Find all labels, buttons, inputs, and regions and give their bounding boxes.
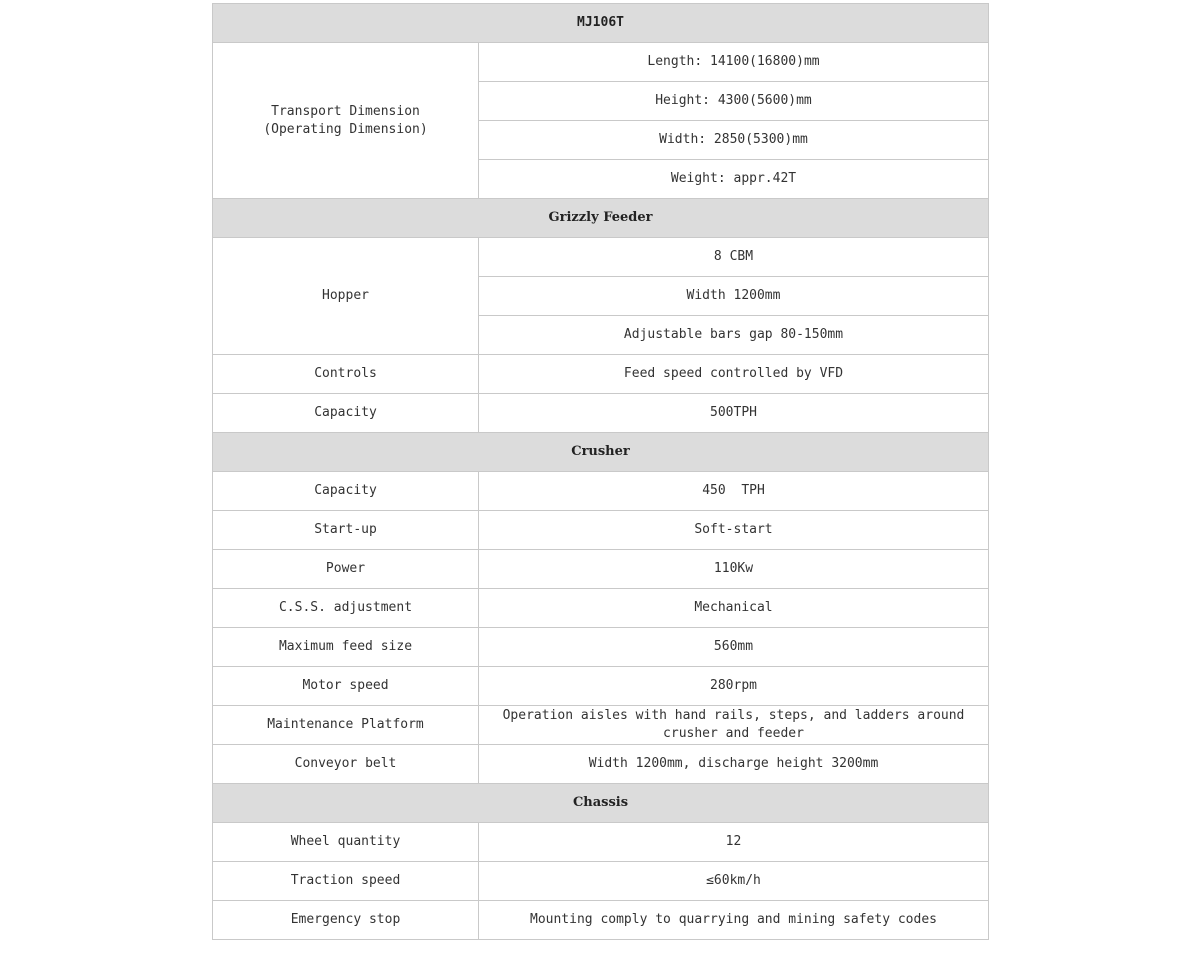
model-title: MJ106T [213, 4, 989, 43]
feeder-capacity-value: 500TPH [479, 394, 989, 433]
table-row [213, 862, 989, 901]
controls-label: Controls [213, 355, 479, 394]
table-row [213, 901, 989, 940]
motor-speed-value: 280rpm [479, 667, 989, 706]
traction-speed-value: ≤60km/h [479, 862, 989, 901]
traction-speed-label: Traction speed [213, 862, 479, 901]
table-row [213, 628, 989, 667]
dimension-label-line1: Transport Dimension [271, 103, 420, 119]
chassis-heading: Chassis [213, 784, 989, 823]
maintenance-platform-value: Operation aisles with hand rails, steps, and ladders around crusher and feeder [479, 706, 989, 745]
feeder-capacity-label: Capacity [213, 394, 479, 433]
motor-speed-label: Motor speed [213, 667, 479, 706]
crusher-capacity-value: 450 TPH [479, 472, 989, 511]
max-feed-size-label: Maximum feed size [213, 628, 479, 667]
dimension-label [213, 43, 479, 199]
dimension-label-line2: (Operating Dimension) [263, 121, 428, 137]
dimension-length: Length: 14100(16800)mm [479, 43, 989, 82]
dimension-height: Height: 4300(5600)mm [479, 82, 989, 121]
power-label: Power [213, 550, 479, 589]
css-adjustment-label: C.S.S. adjustment [213, 589, 479, 628]
table-row [213, 511, 989, 550]
table-row [213, 355, 989, 394]
emergency-stop-value: Mounting comply to quarrying and mining safety codes [479, 901, 989, 940]
table-row [213, 550, 989, 589]
max-feed-size-value: 560mm [479, 628, 989, 667]
hopper-label: Hopper [213, 238, 479, 355]
hopper-bars-gap: Adjustable bars gap 80-150mm [479, 316, 989, 355]
table-row [213, 823, 989, 862]
table-row [213, 706, 989, 745]
wheel-quantity-value: 12 [479, 823, 989, 862]
startup-value: Soft-start [479, 511, 989, 550]
startup-label: Start-up [213, 511, 479, 550]
spec-table [212, 3, 989, 940]
section-header-row [213, 433, 989, 472]
dimension-weight: Weight: appr.42T [479, 160, 989, 199]
crusher-capacity-label: Capacity [213, 472, 479, 511]
table-row [213, 472, 989, 511]
grizzly-feeder-heading: Grizzly Feeder [213, 199, 989, 238]
crusher-heading: Crusher [213, 433, 989, 472]
conveyor-belt-label: Conveyor belt [213, 745, 479, 784]
conveyor-belt-value: Width 1200mm, discharge height 3200mm [479, 745, 989, 784]
table-row [213, 589, 989, 628]
table-row [213, 394, 989, 433]
hopper-width: Width 1200mm [479, 277, 989, 316]
maintenance-platform-label: Maintenance Platform [213, 706, 479, 745]
power-value: 110Kw [479, 550, 989, 589]
css-adjustment-value: Mechanical [479, 589, 989, 628]
table-row [213, 238, 989, 277]
hopper-volume: 8 CBM [479, 238, 989, 277]
table-row [213, 667, 989, 706]
dimension-width: Width: 2850(5300)mm [479, 121, 989, 160]
controls-value: Feed speed controlled by VFD [479, 355, 989, 394]
wheel-quantity-label: Wheel quantity [213, 823, 479, 862]
table-row [213, 745, 989, 784]
section-header-row [213, 199, 989, 238]
table-row [213, 43, 989, 82]
section-header-row [213, 784, 989, 823]
table-title-row [213, 4, 989, 43]
emergency-stop-label: Emergency stop [213, 901, 479, 940]
